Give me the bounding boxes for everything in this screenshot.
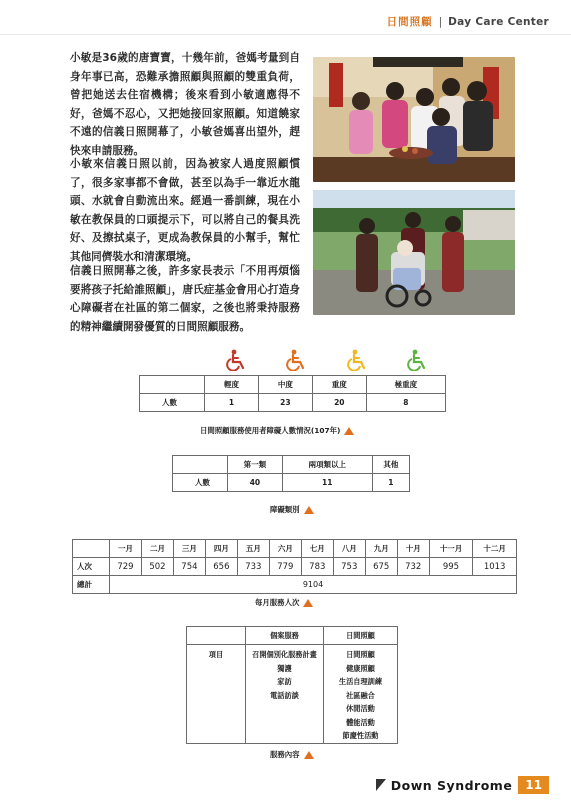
t4-daycare-item: 節慶性活動 bbox=[342, 731, 379, 740]
t4-case-list bbox=[246, 645, 324, 744]
t4-caption-text: 服務內容 bbox=[270, 750, 300, 759]
t2-header-cat1: 第一類 bbox=[228, 456, 283, 474]
photo-group-indoor bbox=[313, 57, 515, 182]
disability-category-table bbox=[172, 455, 410, 492]
t2-cell-other: 1 bbox=[372, 474, 409, 492]
t3-header-month: 五月 bbox=[237, 540, 269, 558]
t1-row-label: 人數 bbox=[140, 394, 205, 412]
t4-header-blank bbox=[187, 627, 246, 645]
triangle-icon bbox=[303, 599, 313, 607]
t2-header-blank bbox=[173, 456, 228, 474]
t2-cell-cat1: 40 bbox=[228, 474, 283, 492]
triangle-icon bbox=[304, 751, 314, 759]
t4-daycare-item: 日間照顧 bbox=[346, 650, 375, 659]
t1-cell-mild: 1 bbox=[205, 394, 259, 412]
t3-header-month: 六月 bbox=[269, 540, 301, 558]
t2-header-multi: 兩項類以上 bbox=[282, 456, 372, 474]
wheelchair-severe-icon bbox=[346, 349, 368, 371]
t1-cell-moderate: 23 bbox=[258, 394, 312, 412]
t1-header-severe: 重度 bbox=[312, 376, 366, 394]
t1-header-moderate: 中度 bbox=[258, 376, 312, 394]
t3-header-month: 三月 bbox=[173, 540, 205, 558]
t3-cell: 675 bbox=[365, 558, 397, 576]
t4-case-item: 家訪 bbox=[277, 677, 292, 686]
t4-daycare-list bbox=[324, 645, 398, 744]
t3-cell: 733 bbox=[237, 558, 269, 576]
t3-cell: 729 bbox=[110, 558, 142, 576]
t4-header-daycare: 日間照顧 bbox=[324, 627, 398, 645]
section-title-cn: 日間照顧 bbox=[386, 16, 433, 28]
t3-cell: 732 bbox=[397, 558, 429, 576]
t1-header-profound: 極重度 bbox=[366, 376, 445, 394]
t3-header-month: 十月 bbox=[397, 540, 429, 558]
t3-caption-text: 每月服務人次 bbox=[255, 598, 300, 607]
t4-case-item: 獨護 bbox=[277, 663, 292, 673]
t3-header-month: 七月 bbox=[301, 540, 333, 558]
t4-daycare-item: 生活自理訓練 bbox=[338, 677, 383, 686]
t4-row-label: 項目 bbox=[187, 645, 246, 744]
t3-cell: 1013 bbox=[473, 558, 517, 576]
triangle-icon bbox=[344, 427, 354, 435]
t4-daycare-item: 健康照顧 bbox=[346, 663, 375, 673]
t3-header-month: 九月 bbox=[365, 540, 397, 558]
t3-header-month: 八月 bbox=[333, 540, 365, 558]
wheelchair-profound-icon bbox=[406, 349, 428, 371]
page-header bbox=[387, 14, 549, 29]
t3-header-blank bbox=[73, 540, 110, 558]
wheelchair-mild-icon bbox=[225, 349, 247, 371]
t3-cell: 753 bbox=[333, 558, 365, 576]
t3-header-month: 四月 bbox=[205, 540, 237, 558]
flag-icon bbox=[376, 779, 386, 791]
t4-header-case: 個案服務 bbox=[246, 627, 324, 645]
t3-cell: 783 bbox=[301, 558, 333, 576]
t1-cell-profound: 8 bbox=[366, 394, 445, 412]
t4-daycare-item: 社區融合 bbox=[346, 690, 375, 700]
t4-caption bbox=[270, 749, 314, 760]
triangle-icon bbox=[304, 506, 314, 514]
photo-outdoor-wheelchair bbox=[313, 190, 515, 315]
service-content-table bbox=[186, 626, 398, 744]
t3-header-month: 十二月 bbox=[473, 540, 517, 558]
t2-cell-multi: 11 bbox=[282, 474, 372, 492]
t3-caption bbox=[255, 597, 313, 608]
t3-cell: 656 bbox=[205, 558, 237, 576]
t1-caption-text: 日間照顧服務使用者障礙人數情況(107年) bbox=[200, 426, 341, 435]
t3-cell: 502 bbox=[141, 558, 173, 576]
t1-cell-severe: 20 bbox=[312, 394, 366, 412]
t3-header-month: 一月 bbox=[110, 540, 142, 558]
monthly-service-table bbox=[72, 539, 517, 594]
header-separator: | bbox=[438, 15, 443, 28]
footer-title: Down Syndrome bbox=[390, 777, 513, 793]
t1-header-mild: 輕度 bbox=[205, 376, 259, 394]
wheelchair-moderate-icon bbox=[285, 349, 307, 371]
t3-cell: 995 bbox=[429, 558, 473, 576]
t4-daycare-item: 體能活動 bbox=[346, 717, 375, 727]
paragraph-3: 信義日照開幕之後，許多家長表示「不用再煩惱要將孩子托給誰照顧」，唐氏症基金會用心打造身心障礙者在社區的第二個家，之後也將秉持服務的精神繼續開發優質的日間照顧服務。 bbox=[70, 265, 300, 333]
page-number: 11 bbox=[518, 776, 549, 794]
t3-header-month: 二月 bbox=[141, 540, 173, 558]
t3-total-label: 總計 bbox=[73, 576, 110, 594]
t3-row-label: 人次 bbox=[73, 558, 110, 576]
t2-caption-text: 障礙類別 bbox=[270, 505, 300, 514]
t3-cell: 779 bbox=[269, 558, 301, 576]
t4-case-item: 電話訪談 bbox=[270, 690, 299, 700]
paragraph-2: 小敏來信義日照以前，因為被家人過度照顧慣了，很多家事都不會做，甚至以為手一靠近水龍頭、水就會自動流出來。經過一番訓練，現在小敏在教保員的口頭提示下，可以將自己的餐具洗好、及擦拭桌子，更成為教保員的小幫手，幫忙其他同儕裝水和清潔環境。 bbox=[70, 158, 300, 263]
page-footer bbox=[376, 776, 549, 794]
t2-row-label: 人數 bbox=[173, 474, 228, 492]
t1-header-blank bbox=[140, 376, 205, 394]
section-title-en: Day Care Center bbox=[448, 15, 549, 28]
t3-header-month: 十一月 bbox=[429, 540, 473, 558]
t4-daycare-item: 休閒活動 bbox=[346, 704, 375, 713]
t3-cell: 754 bbox=[173, 558, 205, 576]
header-divider bbox=[0, 34, 571, 35]
t1-caption bbox=[200, 425, 354, 436]
t3-total-value: 9104 bbox=[110, 576, 517, 594]
t2-caption bbox=[270, 504, 314, 515]
t2-header-other: 其他 bbox=[372, 456, 409, 474]
disability-level-table bbox=[139, 375, 446, 412]
paragraph-1: 小敏是36歲的唐寶寶，十幾年前，爸媽考量到自身年事已高，恐難承擔照顧與照顧的雙重負荷，曾把她送去住宿機構；後來看到小敏適應得不好，爸媽不忍心，又把她接回家照顧。知道饒家不遠的信義日照開幕了，小敏爸媽喜出望外，趕快來申請服務。 bbox=[70, 52, 300, 157]
t4-case-item: 召開個別化服務計畫 bbox=[252, 650, 317, 659]
